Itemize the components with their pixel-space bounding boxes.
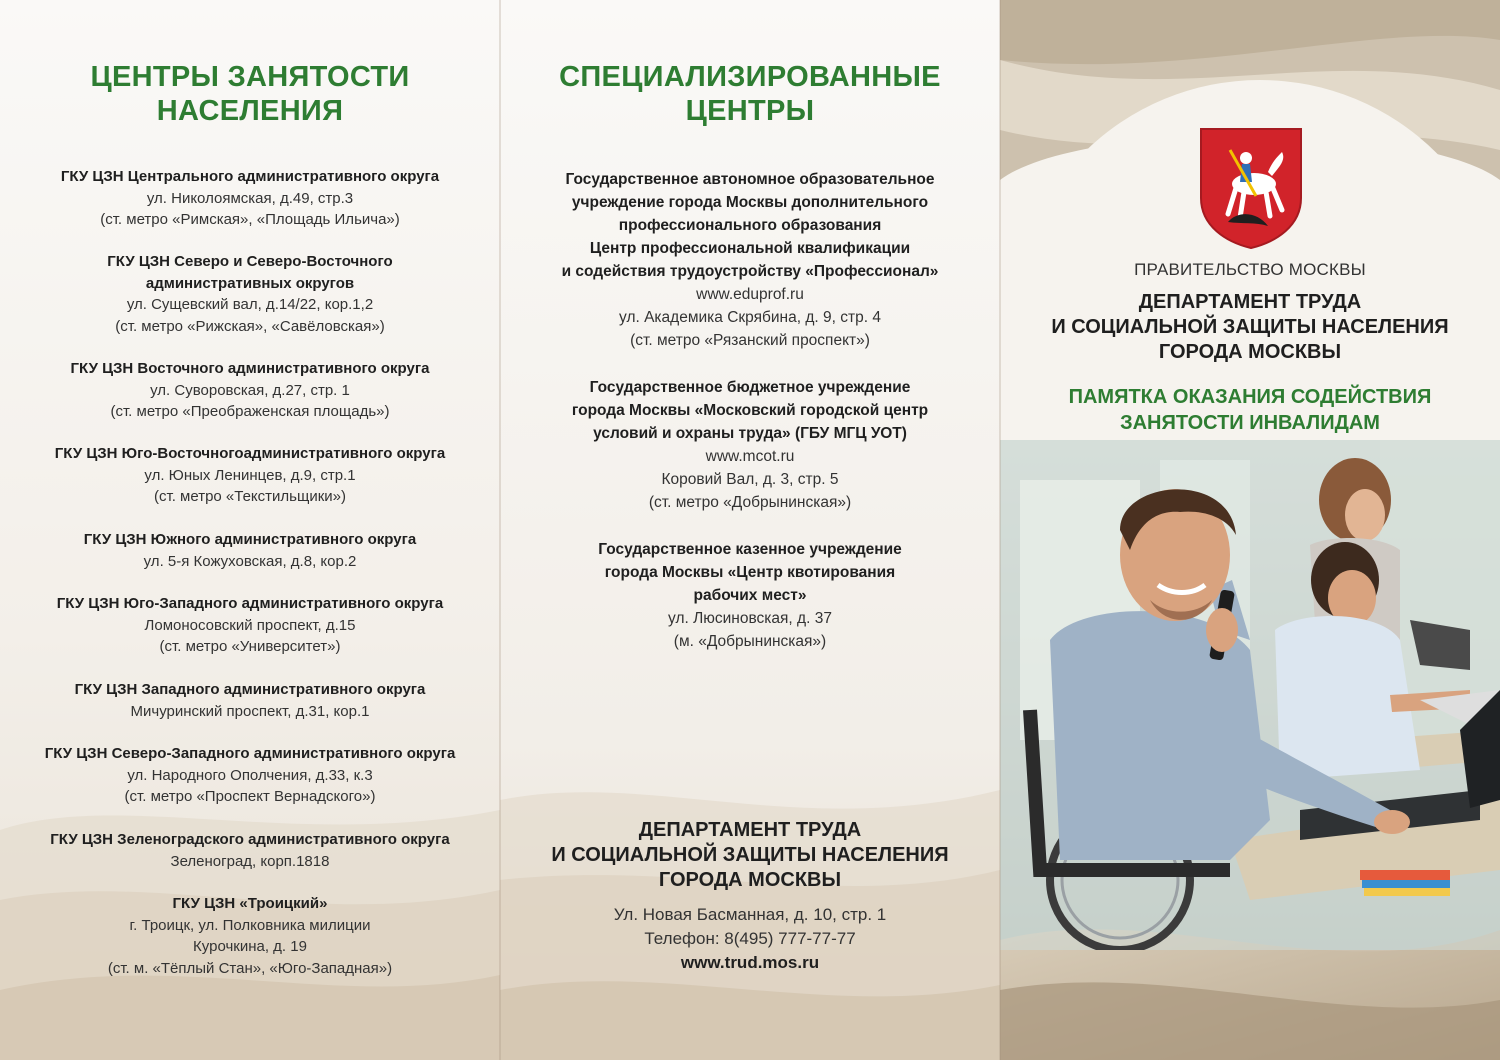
moscow-coat-of-arms-icon (1198, 126, 1304, 250)
office-photo (1000, 440, 1500, 950)
government-label: ПРАВИТЕЛЬСТВО МОСКВЫ (1134, 260, 1366, 279)
fold-line (499, 0, 501, 1060)
center-entry: ГКУ ЦЗН Центрального административного округа ул. Николоямская, д.49, стр.3 (ст. метро «Римская», «Площадь Ильича») (60, 168, 440, 228)
specialized-entry: Государственное автономное образовательное учреждение города Москвы дополнительного профессионального образования Центр профессиональной квалификации и содействия трудоустройству «Профессионал» www.eduprof.ru ул. Академика Скрябина, д. 9, стр. 4 (ст. метро «Рязанский проспект») (561, 171, 939, 349)
panel-employment-centers (0, 0, 500, 1060)
center-entry: ГКУ ЦЗН Северо и Северо-Восточного административных округов ул. Сущевский вал, д.14/22, кор.1,2 (ст. метро «Рижская», «Савёловская») (107, 253, 393, 335)
center-entry: ГКУ ЦЗН «Троицкий» г. Троицк, ул. Полковника милиции Курочкина, д. 19 (ст. м. «Тёплый Стан», «Юго-Западная») (107, 895, 393, 977)
center-entry: ГКУ ЦЗН Северо-Западного административного округа ул. Народного Ополчения, д.33, к.3 (ст. метро «Проспект Вернадского») (44, 745, 456, 805)
department-website-link[interactable]: www.trud.mos.ru (680, 953, 820, 972)
department-contacts: ДЕПАРТАМЕНТ ТРУДА И СОЦИАЛЬНОЙ ЗАЩИТЫ НАСЕЛЕНИЯ ГОРОДА МОСКВЫ Ул. Новая Басманная, д. 10, стр. 1 Телефон: 8(495) 777-77-77 www.trud.mos.ru (500, 818, 1000, 975)
panel-cover (1000, 0, 1500, 1060)
center-entry: ГКУ ЦЗН Южного административного округа ул. 5-я Кожуховская, д.8, кор.2 (83, 531, 417, 570)
center-entry: ГКУ ЦЗН Зеленоградского административного округа Зеленоград, корп.1818 (50, 831, 450, 870)
employment-centers-title: ЦЕНТРЫ ЗАНЯТОСТИ НАСЕЛЕНИЯ (90, 61, 410, 127)
center-entry: ГКУ ЦЗН Юго-Западного административного округа Ломоносовский проспект, д.15 (ст. метро «Университет») (56, 595, 444, 655)
specialized-entry: Государственное бюджетное учреждение города Москвы «Московский городской центр условий и охраны труда» (ГБУ МГЦ УОТ) www.mcot.ru Коровий Вал, д. 3, стр. 5 (ст. метро «Добрынинская») (571, 379, 929, 511)
specialized-entry: Государственное казенное учреждение города Москвы «Центр квотирования рабочих мест» ул. Люсиновская, д. 37 (м. «Добрынинская») (598, 541, 902, 650)
specialized-centers-title: СПЕЦИАЛИЗИРОВАННЫЕ ЦЕНТРЫ (559, 61, 941, 127)
center-entry: ГКУ ЦЗН Западного административного округа Мичуринский проспект, д.31, кор.1 (74, 681, 426, 720)
memo-title: ПАМЯТКА ОКАЗАНИЯ СОДЕЙСТВИЯ ЗАНЯТОСТИ ИНВАЛИДАМ (1068, 386, 1432, 434)
department-phone: Телефон: 8(495) 777-77-77 (644, 929, 856, 948)
center-entry: ГКУ ЦЗН Юго-Восточногоадминистративного округа ул. Юных Ленинцев, д.9, стр.1 (ст. метро «Текстильщики») (54, 445, 446, 505)
cover-department-title: ДЕПАРТАМЕНТ ТРУДА И СОЦИАЛЬНОЙ ЗАЩИТЫ НАСЕЛЕНИЯ ГОРОДА МОСКВЫ (1051, 291, 1449, 363)
center-entry: ГКУ ЦЗН Восточного административного округа ул. Суворовская, д.27, стр. 1 (ст. метро «Преображенская площадь») (70, 360, 430, 420)
department-address: Ул. Новая Басманная, д. 10, стр. 1 (613, 905, 887, 924)
fold-line (999, 0, 1001, 1060)
panel-specialized-centers (500, 0, 1000, 1060)
